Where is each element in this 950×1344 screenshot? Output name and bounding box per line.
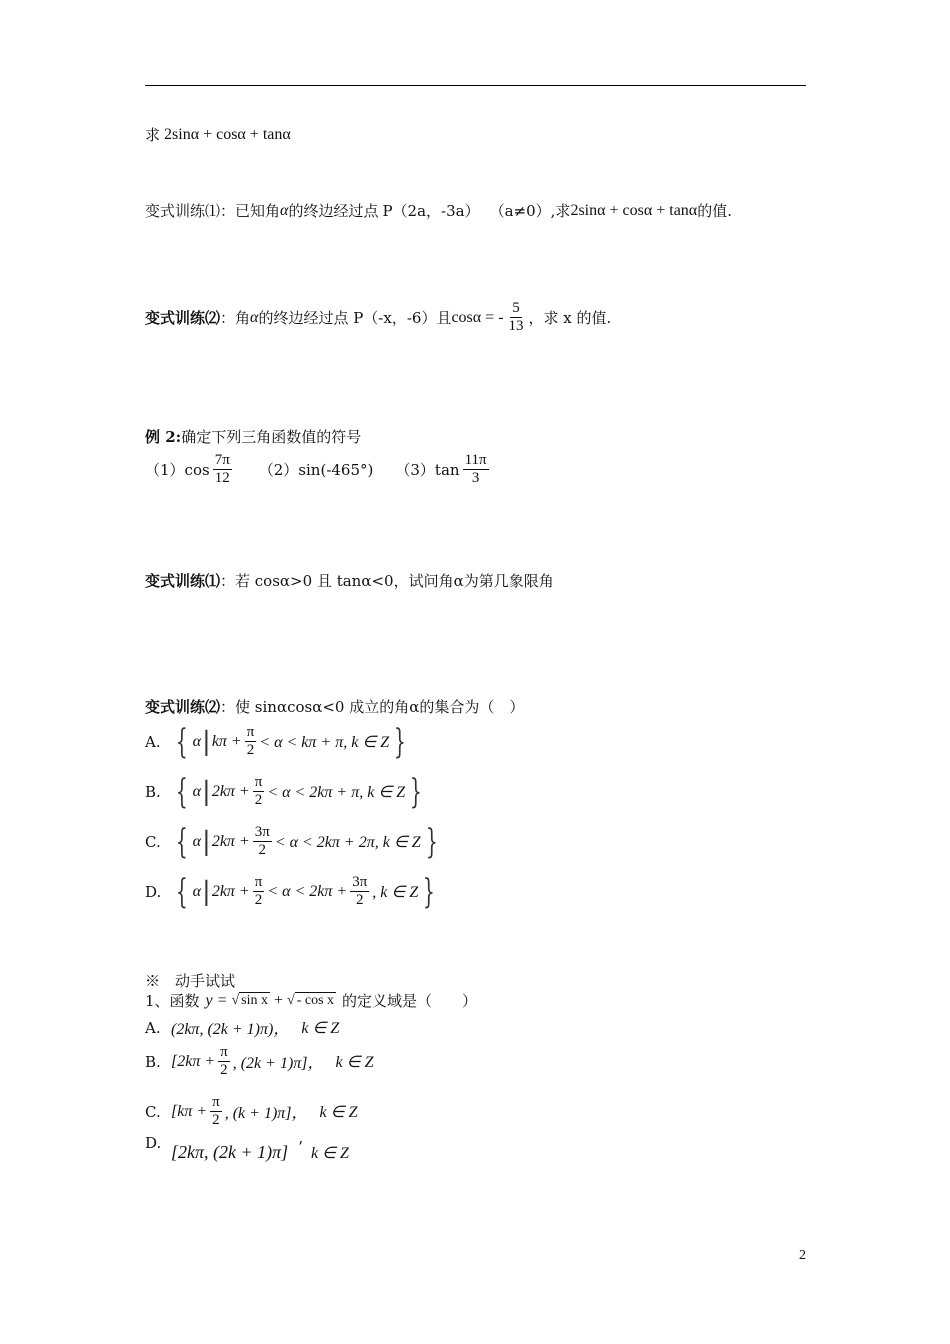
choice-a	[145, 1016, 339, 1039]
choice-k: k ∈ Z	[310, 1144, 349, 1162]
fraction-denominator: 2	[356, 892, 364, 909]
variant-3-label: 变式训练⑴	[145, 572, 221, 590]
fraction-denominator: 2	[212, 1112, 220, 1129]
sqrt-1: √ sin x	[231, 992, 268, 1008]
fraction-numerator: π	[245, 724, 257, 742]
fraction	[253, 824, 272, 860]
option-d	[145, 871, 440, 912]
function-y: y =	[205, 991, 228, 1009]
left-brace-icon: {	[175, 821, 188, 862]
variant-1-label: 变式训练⑴	[145, 202, 221, 220]
radicand-2: - cos x	[296, 992, 335, 1008]
set-variable: α	[192, 882, 202, 900]
option-letter: C.	[145, 832, 161, 851]
question-1-line	[145, 990, 477, 1011]
alpha-symbol: α	[250, 308, 259, 326]
intro-expr: 2sinα + cosα + tanα	[164, 125, 291, 143]
left-brace-icon: {	[175, 771, 188, 812]
choice-k: k ∈ Z	[335, 1053, 374, 1071]
fraction-numerator: 3π	[350, 874, 369, 892]
fraction	[463, 452, 489, 488]
choice-letter: D.	[145, 1133, 162, 1152]
choice-expr: [2kπ +	[171, 1052, 216, 1070]
variant-3-text: ：若 cosα>0 且 tanα<0，试问角α为第几象限角	[220, 572, 554, 590]
fraction-numerator: π	[218, 1044, 230, 1062]
choice-expr: , (2k + 1)π]，	[232, 1055, 324, 1073]
set-variable: α	[192, 732, 202, 750]
variant-4-text: ：使 sinαcosα<0 成立的角α的集合为（ ）	[220, 698, 525, 716]
expression: cosα = -	[451, 308, 504, 326]
plus-sign: +	[273, 991, 284, 1009]
fraction	[213, 452, 232, 488]
variant-1-line	[145, 200, 732, 221]
try-heading: ※ 动手试试	[145, 972, 236, 990]
choice-b	[145, 1044, 373, 1080]
intro-line	[145, 124, 291, 145]
expression: 2sinα + cosα + tanα	[570, 201, 698, 219]
fraction-denominator: 2	[254, 892, 263, 909]
choice-d	[145, 1133, 349, 1163]
choice-c	[145, 1094, 357, 1130]
set-condition: 2kπ +	[211, 882, 250, 900]
intro-prefix: 求	[145, 126, 161, 144]
radicand-1: sin x	[241, 992, 268, 1008]
option-a	[145, 721, 411, 762]
set-condition: 2kπ +	[211, 782, 250, 800]
fraction	[245, 724, 257, 760]
variant-2-text: ：角	[220, 309, 251, 328]
choice-comma: ’	[298, 1137, 303, 1156]
fraction-numerator: 3π	[253, 824, 272, 842]
choice-letter: B.	[145, 1052, 161, 1071]
fraction	[253, 774, 265, 810]
fraction-denominator: 12	[214, 470, 230, 487]
set-bar-icon: |	[202, 876, 211, 907]
set-variable: α	[192, 782, 202, 800]
choice-k: k ∈ Z	[319, 1103, 358, 1121]
fraction-denominator: 13	[508, 318, 524, 335]
left-brace-icon: {	[175, 721, 188, 762]
choice-expr: [kπ +	[171, 1102, 208, 1120]
option-c	[145, 821, 442, 862]
variant-4-label: 变式训练⑵	[145, 698, 221, 716]
point-coordinates: P（2a，-3a）	[382, 202, 480, 220]
choice-expr: (2kπ, (2k + 1)π)，	[171, 1021, 290, 1038]
fraction-denominator: 2	[220, 1062, 228, 1079]
fraction-numerator: 7π	[213, 452, 232, 470]
set-condition: < α < kπ + π, k ∈ Z	[259, 733, 390, 751]
item-1: （1）cos	[145, 461, 210, 480]
fraction-numerator: π	[210, 1094, 222, 1112]
fraction-numerator: 11π	[463, 452, 489, 470]
variant-2-line	[145, 300, 611, 336]
alpha-symbol: α	[280, 201, 289, 219]
choice-expr: , (k + 1)π]，	[224, 1105, 308, 1123]
option-b	[145, 771, 427, 812]
variant-1-text: ：已知角	[220, 202, 281, 220]
variant-1-text: 的值.	[697, 202, 732, 220]
fraction-denominator: 2	[258, 842, 267, 859]
variant-4-line	[145, 696, 524, 717]
example-2-items	[145, 452, 492, 488]
variant-2-label: 变式训练⑵	[145, 309, 221, 328]
fraction	[210, 1094, 222, 1130]
page-number: 2	[799, 1248, 806, 1263]
example-2-title-line	[145, 426, 361, 447]
condition: （a≠0）,	[489, 202, 556, 220]
set-condition: , k ∈ Z	[372, 883, 419, 901]
set-bar-icon: |	[202, 776, 211, 807]
fraction-denominator: 2	[254, 792, 263, 809]
fraction	[253, 874, 265, 910]
choice-expr: [2kπ, (2k + 1)π]	[171, 1142, 289, 1162]
example-2-label: 例 2:	[145, 428, 182, 446]
variant-2-text: ，求 x 的值.	[528, 309, 612, 328]
set-condition: kπ +	[211, 732, 242, 750]
set-bar-icon: |	[202, 826, 211, 857]
fraction	[507, 300, 526, 336]
fraction-denominator: 2	[246, 742, 255, 759]
variant-3-line	[145, 570, 554, 591]
set-condition: < α < 2kπ + π, k ∈ Z	[267, 783, 406, 801]
right-brace-icon: }	[423, 871, 436, 912]
set-bar-icon: |	[202, 726, 211, 757]
sqrt-2: √ - cos x	[287, 992, 335, 1008]
set-condition: < α < 2kπ +	[267, 882, 348, 900]
example-2-title: 确定下列三角函数值的符号	[181, 428, 362, 446]
item-3: （3）tan	[395, 461, 460, 480]
set-condition: 2kπ +	[211, 832, 250, 850]
try-heading-line	[145, 970, 235, 991]
header-rule	[145, 85, 806, 86]
right-brace-icon: }	[410, 771, 422, 812]
left-brace-icon: {	[175, 871, 188, 912]
question-1-text: 的定义域是（ ）	[342, 992, 478, 1010]
question-1-text: 1、函数	[145, 992, 200, 1010]
option-letter: A.	[145, 732, 161, 751]
item-2: （2）sin(-465°)	[258, 461, 374, 480]
right-brace-icon: }	[394, 721, 406, 762]
fraction	[350, 874, 369, 910]
choice-letter: C.	[145, 1102, 161, 1121]
option-letter: B.	[145, 782, 161, 801]
right-brace-icon: }	[425, 821, 438, 862]
fraction-numerator: π	[253, 874, 265, 892]
variant-1-text: 的终边经过点	[288, 202, 379, 220]
fraction-denominator: 3	[471, 470, 480, 487]
variant-1-text: 求	[555, 202, 571, 220]
choice-letter: A.	[145, 1018, 161, 1037]
choice-k: k ∈ Z	[301, 1019, 340, 1037]
fraction	[218, 1044, 230, 1080]
set-condition: < α < 2kπ + 2π, k ∈ Z	[274, 833, 421, 851]
fraction-numerator: π	[253, 774, 265, 792]
fraction-numerator: 5	[510, 300, 522, 318]
variant-2-text: 的终边经过点 P（-x，-6）且	[258, 309, 452, 328]
option-letter: D.	[145, 882, 162, 901]
set-variable: α	[192, 832, 202, 850]
